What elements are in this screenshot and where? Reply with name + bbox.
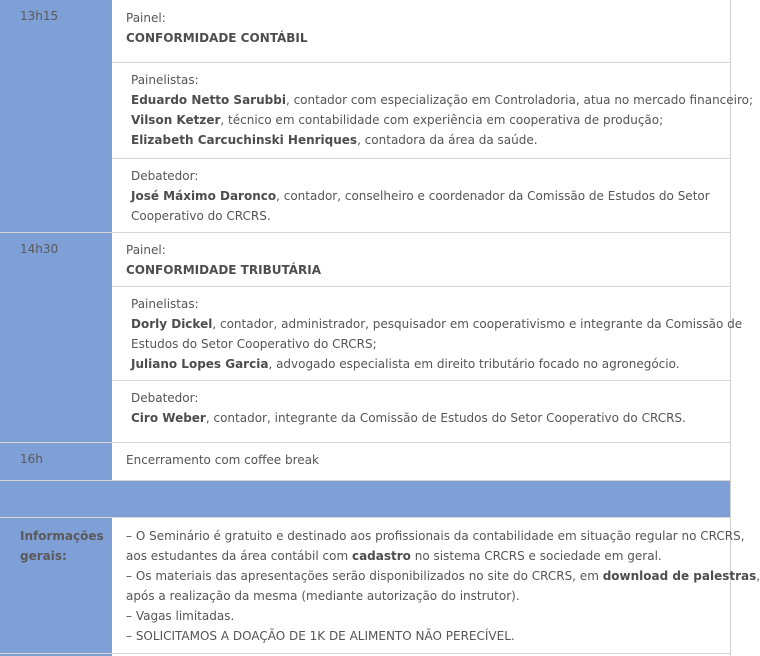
panelist-name: Dorly Dickel	[131, 317, 213, 331]
row-divider	[0, 653, 730, 654]
panelist-desc: , advogado especialista em direito tributário focado no agronegócio.	[268, 357, 680, 371]
panelist-line	[131, 90, 753, 110]
divider	[112, 158, 730, 159]
panelist-line	[131, 314, 742, 334]
panelist-desc: , contador, administrador, pesquisador em cooperativismo e integrante da Comissão de	[212, 317, 743, 331]
info-line: – Vagas limitadas.	[126, 609, 235, 623]
time-label: 16h	[20, 452, 43, 466]
info-emphasis: download de palestras	[602, 569, 757, 583]
divider	[112, 380, 730, 381]
panelists-label: Painelistas:	[131, 73, 199, 87]
panel-title: CONFORMIDADE TRIBUTÁRIA	[126, 263, 321, 277]
debater-label: Debatedor:	[131, 391, 199, 405]
time-label: 14h30	[20, 242, 59, 256]
debater-name: Ciro Weber	[131, 411, 206, 425]
info-emphasis: cadastro	[351, 549, 411, 563]
panelist-name: Elizabeth Carcuchinski Henriques	[131, 133, 358, 147]
panelist-line-continued: Estudos do Setor Cooperativo do CRCRS;	[131, 337, 377, 351]
panelist-line	[131, 354, 680, 374]
time-label: 13h15	[20, 9, 59, 23]
panelists-label: Painelistas:	[131, 297, 199, 311]
info-line	[126, 546, 662, 566]
separator-band	[0, 481, 730, 517]
closing-text: Encerramento com coffee break	[126, 453, 319, 467]
debater-desc: , contador, integrante da Comissão de Estudos do Setor Cooperativo do CRCRS.	[205, 411, 686, 425]
panelist-name: Juliano Lopes Garcia	[131, 357, 269, 371]
panelist-desc: , técnico em contabilidade com experiência em cooperativa de produção;	[220, 113, 664, 127]
time-cell	[0, 233, 112, 442]
info-label-cell	[0, 518, 112, 656]
panelist-name: Vilson Ketzer	[131, 113, 221, 127]
panelist-line	[131, 130, 538, 150]
panel-label: Painel:	[126, 11, 166, 25]
info-label-line2: gerais:	[20, 549, 67, 563]
info-text: ,	[756, 569, 760, 583]
debater-label: Debatedor:	[131, 169, 199, 183]
debater-line-continued: Cooperativo do CRCRS.	[131, 209, 271, 223]
info-line: após a realização da mesma (mediante autorização do instrutor).	[126, 589, 520, 603]
divider	[112, 62, 730, 63]
info-line: – O Seminário é gratuito e destinado aos profissionais da contabilidade em situação regular no CRCRS,	[126, 529, 745, 543]
debater-line	[131, 408, 686, 428]
panelist-desc: , contadora da área da saúde.	[357, 133, 538, 147]
divider	[112, 286, 730, 287]
info-line: – SOLICITAMOS A DOAÇÃO DE 1K DE ALIMENTO NÃO PERECÍVEL.	[126, 629, 515, 643]
info-line	[126, 566, 760, 586]
panelist-desc: , contador com especialização em Controladoria, atua no mercado financeiro;	[285, 93, 754, 107]
info-text: no sistema CRCRS e sociedade em geral.	[410, 549, 662, 563]
debater-name: José Máximo Daronco	[131, 189, 277, 203]
panelist-name: Eduardo Netto Sarubbi	[131, 93, 286, 107]
panel-label: Painel:	[126, 243, 166, 257]
panel-title: CONFORMIDADE CONTÁBIL	[126, 31, 308, 45]
info-label-line1: Informações	[20, 529, 104, 543]
info-text: aos estudantes da área contábil com	[126, 549, 352, 563]
debater-desc: , contador, conselheiro e coordenador da Comissão de Estudos do Setor	[276, 189, 710, 203]
info-text: – Os materiais das apresentações serão disponibilizados no site do CRCRS, em	[126, 569, 603, 583]
debater-line	[131, 186, 710, 206]
time-cell	[0, 443, 112, 480]
panelist-line	[131, 110, 663, 130]
time-cell	[0, 0, 112, 232]
